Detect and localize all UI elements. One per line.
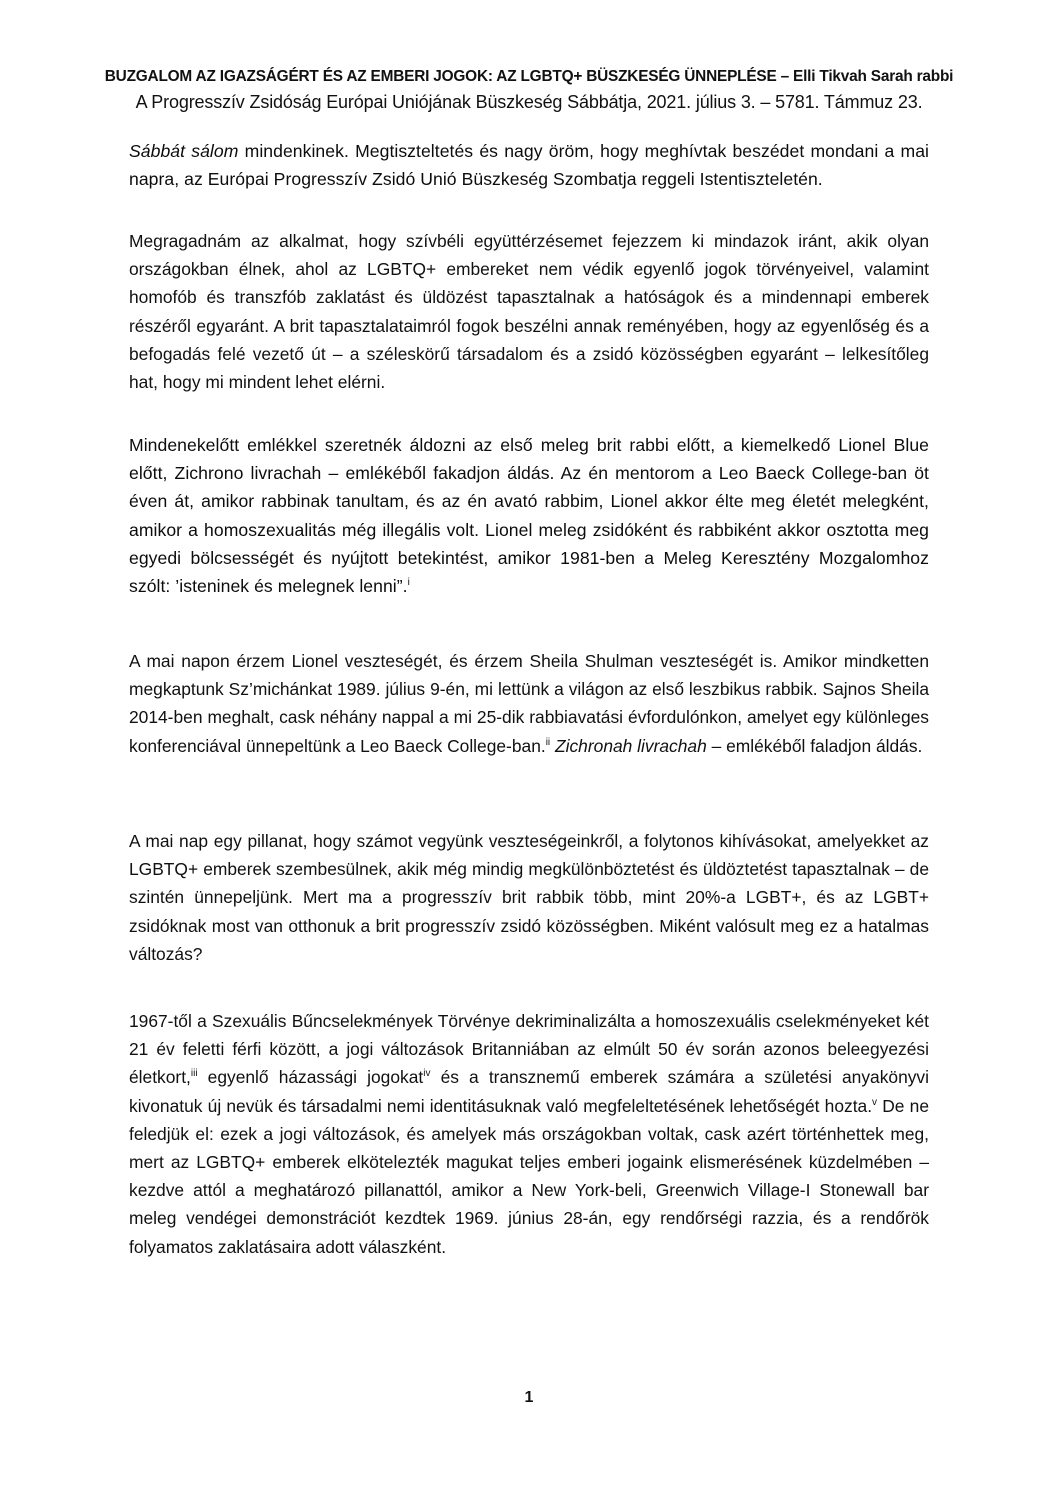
paragraph-1-text: mindenkinek. Megtiszteltetés és nagy öröm, hogy meghívtak beszédet mondani a mai napra, az Európai Progresszív Zsidó Unió Büszkeség Szombatja reggeli Istentiszteletén.	[129, 141, 930, 190]
document-subtitle: A Progresszív Zsidóság Európai Uniójának Büszkeség Sábbátja, 2021. július 3. – 5781. Támmuz 23.	[135, 92, 923, 112]
paragraph-6-text-b: egyenlő házassági jogokat	[197, 1067, 424, 1088]
paragraph-4-tail: – emlékéből faladjon áldás.	[706, 735, 923, 756]
document-title: BUZGALOM AZ IGAZSÁGÉRT ÉS AZ EMBERI JOGOK: AZ LGBTQ+ BÜSZKESÉG ÜNNEPLÉSE – Elli Tikvah Sarah rabbi	[104, 68, 954, 85]
paragraph-4-text: A mai napon érzem Lionel veszteségét, és érzem Sheila Shulman veszteségét is. Amikor mindketten megkaptunk Sz’michánkat 1989. július 9-én, mi lettünk a világon az első leszbikus rabbik. Sajnos Sheila 2014-ben meghalt, cask néhány nappal a mi 25-dik rabbiavatási évfordulónkon, amelyet egy különleges konferenciával ünnepeltünk a Leo Baeck College-ban.	[129, 651, 929, 756]
footnote-marker: i	[407, 577, 410, 589]
paragraph-4-italic: Zichronah livrachah	[555, 735, 707, 756]
paragraph-6-text-c: és a transznemű emberek számára a születési anyakönyvi kivonatuk új nevük és társadalmi nemi identitásuknak való megfeleltetésének lehetőségét hozta.	[129, 1067, 929, 1116]
footnote-marker: iii	[190, 1068, 198, 1080]
paragraph-5	[129, 827, 929, 968]
paragraph-2	[129, 227, 929, 396]
page-number: 1	[524, 1389, 534, 1406]
paragraph-2-text: Megragadnám az alkalmat, hogy szívbéli együttérzésemet fejezzem ki mindazok iránt, akik olyan országokban élnek, ahol az LGBTQ+ embereket nem védik egyenlő jogok törvényeivel, valamint homofób és transzfób zaklatást és üldözést tapasztalnak a hatóságok és a mindennapi emberek részéről egyaránt. A brit tapasztalataimról fogok beszélni annak reményében, hogy az egyenlőség és a befogadás felé vezető út – a széleskörű társadalom és a zsidó közösségben egyaránt – lelkesítőleg hat, hogy mi mindent lehet elérni.	[129, 231, 929, 393]
paragraph-3	[129, 431, 929, 600]
footnote-marker: ii	[545, 736, 551, 748]
paragraph-5-text: A mai nap egy pillanat, hogy számot vegyünk veszteségeinkről, a folytonos kihívásokat, amelyekket az LGBTQ+ emberek szembesülnek, akik még mindig megkülönböztetést és üldöztetést tapasztalnak – de szintén ünnepeljünk. Mert ma a progresszív brit rabbik több, mint 20%-a LGBT+, és az LGBT+ zsidóknak most van otthonuk a brit progresszív zsidó közösségben. Miként valósult meg ez a hatalmas változás?	[129, 831, 929, 964]
paragraph-6-text-a: 1967-től a Szexuális Bűncselekmények Törvénye dekriminalizálta a homoszexuális cselekményeket két 21 év feletti férfi között, a jogi változások Britanniában az elmúlt 50 év során azonos beleegyezési életkort,	[129, 1011, 929, 1088]
paragraph-3-text: Mindenekelőtt emlékkel szeretnék áldozni az első meleg brit rabbi előtt, a kiemelkedő Lionel Blue előtt, Zichrono livrachah – emlékéből fakadjon áldás. Az én mentorom a Leo Baeck College-ban öt éven át, amikor rabbinak tanultam, és az én avató rabbim, Lionel akkor élte meg életét melegként, amikor a homoszexualitás még illegális volt. Lionel meleg zsidóként és rabbiként akkor osztotta meg egyedi bölcsességét és nyújtott betekintést, amikor 1981-ben a Meleg Keresztény Mozgalomhoz szólt: ’isteninek és melegnek lenni”.	[129, 435, 929, 597]
paragraph-6	[129, 1007, 929, 1261]
footnote-marker: v	[872, 1096, 878, 1108]
paragraph-1	[129, 137, 929, 193]
paragraph-1-italic: Sábbát sálom	[129, 141, 239, 161]
paragraph-4	[129, 647, 929, 760]
footnote-marker: iv	[423, 1068, 431, 1080]
paragraph-6-text-d: De ne feledjük el: ezek a jogi változások, és amelyek más országokban voltak, cask azért történhettek meg, mert az LGBTQ+ emberek elkötelezték magukat teljes emberi jogaink elismerésének küzdelmében – kezdve attól a meghatározó pillanattól, amikor a New York-beli, Greenwich Village-I Stonewall bar meleg vendégei demonstrációt kezdtek 1969. június 28-án, egy rendőrségi razzia, és a rendőrök folyamatos zaklatásaira adott válaszként.	[129, 1095, 929, 1257]
